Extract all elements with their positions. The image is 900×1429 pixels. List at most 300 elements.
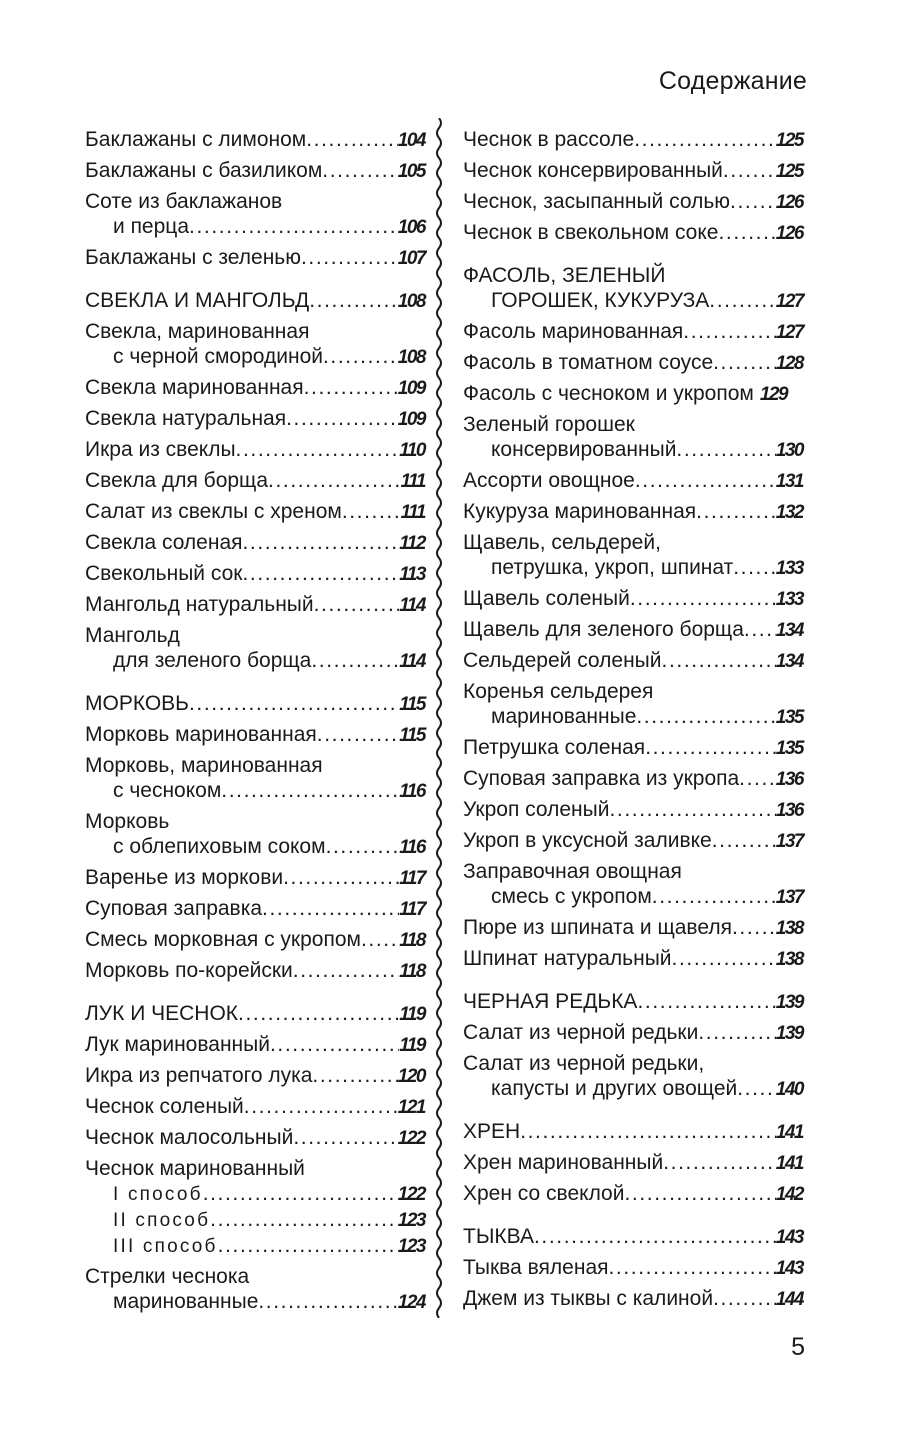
toc-entry [463, 1286, 803, 1312]
dot-leader [361, 927, 399, 952]
entry-title: Тыква вяленая [463, 1256, 609, 1279]
page-ref: 118 [399, 930, 425, 951]
entry-title: и перца [113, 215, 190, 238]
page-ref: 139 [775, 992, 803, 1013]
dot-leader [713, 350, 776, 375]
page-ref: 126 [775, 223, 803, 244]
dot-leader [733, 555, 776, 580]
entry-title: Салат из свеклы с хреном [85, 500, 342, 523]
page-ref: 115 [399, 694, 425, 715]
toc-entry [85, 1125, 425, 1151]
toc-entry [463, 1181, 803, 1207]
dot-leader [243, 530, 400, 555]
dot-leader [242, 561, 399, 586]
page-ref: 106 [397, 217, 425, 238]
entry-title: Щавель для зеленого борща [463, 618, 744, 641]
toc-line [463, 1119, 803, 1145]
entry-title: Укроп в уксусной заливке [463, 829, 712, 852]
toc-line [85, 691, 425, 717]
toc-line [85, 1289, 425, 1315]
dot-leader [737, 1076, 776, 1101]
entry-title: Чеснок соленый [85, 1095, 244, 1118]
dot-leader [698, 1020, 775, 1045]
section-title: ГОРОШЕК, КУКУРУЗА [491, 289, 710, 312]
page-ref: 116 [399, 837, 425, 858]
page-ref: 114 [399, 595, 425, 616]
page-ref: 134 [775, 620, 803, 641]
entry-title: III способ [113, 1236, 218, 1257]
toc-section [463, 989, 803, 1015]
page-ref: 135 [775, 738, 803, 759]
page-ref: 109 [397, 409, 425, 430]
page-ref: 116 [399, 781, 425, 802]
entry-title: Суповая заправка из укропа [463, 767, 740, 790]
toc-line [463, 586, 803, 612]
entry-title: Коренья сельдерея [463, 680, 654, 703]
toc-entry [85, 530, 425, 556]
page-ref: 118 [399, 961, 425, 982]
entry-title: Чеснок в свекольном соке [463, 221, 719, 244]
toc-line [85, 592, 425, 618]
dot-leader [317, 722, 399, 747]
toc-entry [85, 1264, 425, 1315]
toc-line [463, 499, 803, 525]
page-ref: 110 [399, 440, 425, 461]
toc-entry [463, 350, 803, 376]
page-ref: 135 [775, 707, 803, 728]
toc-entry [463, 1255, 803, 1281]
page-ref: 117 [399, 899, 425, 920]
toc-line [463, 648, 803, 674]
entry-title: Икра из свеклы [85, 438, 236, 461]
entry-title: Укроп соленый [463, 798, 610, 821]
toc-line [85, 778, 425, 804]
page-ref: 133 [775, 558, 803, 579]
toc-entry [463, 220, 803, 246]
toc-line [85, 865, 425, 891]
entry-title: I способ [113, 1184, 203, 1205]
page-ref: 127 [775, 291, 803, 312]
dot-leader [739, 766, 776, 791]
entry-title: Чеснок, засыпанный солью [463, 190, 731, 213]
dot-leader [314, 592, 400, 617]
entry-title: Морковь по-корейски [85, 959, 293, 982]
dot-leader [326, 834, 400, 859]
page-ref: 105 [397, 161, 425, 182]
entry-title: Ассорти овощное [463, 469, 635, 492]
page-ref: 137 [775, 831, 803, 852]
section-title: ЧЕРНАЯ РЕДЬКА [463, 990, 638, 1013]
page-ref: 136 [775, 769, 803, 790]
dot-leader [218, 1233, 398, 1258]
toc-right-column [463, 127, 803, 1317]
entry-title: для зеленого борща [113, 649, 312, 672]
dot-leader [268, 468, 401, 493]
toc-entry [463, 530, 803, 581]
toc-line [463, 158, 803, 184]
entry-title: Свекла натуральная [85, 407, 287, 430]
dot-leader [713, 1286, 776, 1311]
toc-line [463, 735, 803, 761]
toc-left-column [85, 127, 425, 1320]
toc-entry [85, 896, 425, 922]
entry-title: Фасоль в томатном соусе [463, 351, 714, 374]
toc-entry [85, 406, 425, 432]
page-ref: 119 [399, 1035, 425, 1056]
section-title: ФАСОЛЬ, ЗЕЛЕНЫЙ [463, 264, 666, 287]
toc-line [463, 884, 803, 910]
toc-line [85, 927, 425, 953]
toc-line [85, 1032, 425, 1058]
page-ref: 114 [399, 651, 425, 672]
entry-title: петрушка, укроп, шпинат [491, 556, 734, 579]
dot-leader [301, 245, 398, 270]
entry-title: Свекольный сок [85, 562, 243, 585]
entry-title: маринованные [491, 705, 637, 728]
entry-title: Лук маринованный [85, 1033, 270, 1056]
toc-line [463, 189, 803, 215]
page-ref: 143 [775, 1258, 803, 1279]
entry-title: Салат из черной редьки, [463, 1052, 705, 1075]
entry-title: Баклажаны с базиликом [85, 159, 323, 182]
toc-entry [85, 245, 425, 271]
page-ref: 117 [399, 868, 425, 889]
page-ref: 137 [775, 887, 803, 908]
toc-line [85, 722, 425, 748]
page-ref: 138 [775, 949, 803, 970]
toc-entry [85, 865, 425, 891]
entry-title: с облепиховым соком [113, 835, 326, 858]
toc-entry [85, 927, 425, 953]
section-title: МОРКОВЬ [85, 692, 189, 715]
toc-entry [463, 1051, 803, 1102]
toc-line [463, 412, 803, 437]
toc-entry [85, 437, 425, 463]
dot-leader [210, 1207, 398, 1232]
entry-title: Чеснок в рассоле [463, 128, 635, 151]
page-ref: 112 [399, 533, 425, 554]
toc-section [463, 1119, 803, 1145]
page-ref: 104 [397, 130, 425, 151]
dot-leader [189, 691, 399, 716]
dot-leader [309, 288, 398, 313]
entry-title: Щавель соленый [463, 587, 630, 610]
toc-entry [85, 319, 425, 370]
dot-leader [189, 214, 398, 239]
page-ref: 127 [775, 322, 803, 343]
toc-line [85, 406, 425, 432]
toc-entry [85, 958, 425, 984]
entry-title: Мангольд [85, 624, 180, 647]
toc-line [85, 648, 425, 674]
dot-leader [520, 1119, 776, 1144]
page-ref: 126 [775, 192, 803, 213]
entry-title: Смесь морковная с укропом [85, 928, 361, 951]
dot-leader [630, 586, 776, 611]
page-ref: 122 [397, 1128, 425, 1149]
toc-line [463, 1181, 803, 1207]
toc-line [463, 828, 803, 854]
toc-line [85, 1156, 425, 1181]
toc-line [463, 319, 803, 345]
dot-leader [244, 1094, 398, 1119]
page-ref: 108 [397, 291, 425, 312]
toc-line [463, 381, 803, 407]
dot-leader [676, 437, 775, 462]
dot-leader [323, 344, 398, 369]
dot-leader [270, 1032, 399, 1057]
entry-title: Щавель, сельдерей, [463, 531, 661, 554]
wave-line [437, 118, 441, 1318]
dot-leader [635, 468, 776, 493]
toc-line [85, 499, 425, 525]
entry-title: II способ [113, 1210, 211, 1231]
toc-entry [85, 375, 425, 401]
page-ref: 123 [397, 1236, 425, 1257]
entry-title: Фасоль с чесноком и укропом [463, 382, 754, 405]
dot-leader [637, 989, 775, 1014]
toc-entry [85, 1094, 425, 1120]
page-ref: 125 [775, 161, 803, 182]
entry-title: Икра из репчатого лука [85, 1064, 313, 1087]
page-ref: 144 [775, 1289, 803, 1310]
dot-leader [723, 158, 776, 183]
toc-entry [463, 1020, 803, 1046]
toc-line [85, 896, 425, 922]
toc-line [463, 437, 803, 463]
dot-leader [203, 1181, 398, 1206]
dot-leader [634, 127, 776, 152]
entry-title: Свекла, маринованная [85, 320, 310, 343]
entry-title: маринованные [113, 1290, 259, 1313]
entry-title: Джем из тыквы с калиной [463, 1287, 714, 1310]
dot-leader [286, 406, 398, 431]
entry-title: с черной смородиной [113, 345, 323, 368]
toc-entry [85, 561, 425, 587]
page-ref: 121 [397, 1097, 425, 1118]
toc-line [463, 1224, 803, 1250]
toc-entry [85, 753, 425, 804]
page-ref: 139 [775, 1023, 803, 1044]
dot-leader [312, 1063, 397, 1088]
toc-line [463, 704, 803, 730]
toc-entry [463, 158, 803, 184]
toc-line [463, 859, 803, 884]
dot-leader [322, 158, 398, 183]
toc-line [463, 679, 803, 704]
toc-entry [463, 766, 803, 792]
toc-line [463, 1051, 803, 1076]
dot-leader [236, 437, 400, 462]
toc-entry [463, 648, 803, 674]
toc-line [85, 753, 425, 778]
entry-title: Морковь, маринованная [85, 754, 323, 777]
entry-title: Заправочная овощная [463, 860, 682, 883]
page-ref: 143 [775, 1227, 803, 1248]
toc-line [463, 617, 803, 643]
toc-line [463, 350, 803, 376]
toc-line [85, 530, 425, 556]
toc-entry [463, 127, 803, 153]
page-ref: 129 [759, 384, 788, 405]
toc-entry [463, 319, 803, 345]
toc-entry [463, 189, 803, 215]
toc-line [463, 915, 803, 941]
dot-leader [732, 915, 776, 940]
toc-entry [463, 915, 803, 941]
entry-title: Сельдерей соленый [463, 649, 662, 672]
toc-line [85, 158, 425, 184]
dot-leader [238, 1001, 399, 1026]
toc-line [85, 468, 425, 494]
page-ref: 113 [399, 564, 425, 585]
toc-entry [85, 189, 425, 240]
dot-leader [672, 946, 776, 971]
toc-line [85, 809, 425, 834]
toc-line [85, 834, 425, 860]
dot-leader [304, 375, 398, 400]
toc-line [463, 555, 803, 581]
toc-line [463, 220, 803, 246]
toc-line [85, 1207, 425, 1233]
page-ref: 122 [397, 1184, 425, 1205]
entry-title: Чеснок маринованный [85, 1157, 305, 1180]
toc-section [85, 691, 425, 717]
entry-title: Зеленый горошек [463, 413, 635, 436]
toc-entry [85, 499, 425, 525]
toc-line [85, 1233, 425, 1259]
toc-entry [85, 1063, 425, 1089]
dot-leader [712, 828, 776, 853]
toc-line [463, 989, 803, 1015]
toc-line [463, 127, 803, 153]
toc-entry [463, 617, 803, 643]
page-ref: 134 [775, 651, 803, 672]
toc-line [463, 1286, 803, 1312]
toc-line [463, 263, 803, 288]
toc-line [85, 214, 425, 240]
dot-leader [311, 648, 399, 673]
toc-line [85, 127, 425, 153]
dot-leader [262, 896, 399, 921]
dot-leader [534, 1224, 776, 1249]
toc-line [85, 1264, 425, 1289]
entry-title: Свекла для борща [85, 469, 269, 492]
entry-title: Чеснок малосольный [85, 1126, 294, 1149]
toc-line [85, 1125, 425, 1151]
toc-entry [463, 468, 803, 494]
toc-section [463, 1224, 803, 1250]
toc-line [85, 288, 425, 314]
page-ref: 109 [397, 378, 425, 399]
entry-title: с чесноком [113, 779, 222, 802]
toc-line [463, 288, 803, 314]
toc-entry [463, 797, 803, 823]
dot-leader [744, 617, 776, 642]
page-ref: 124 [397, 1292, 425, 1313]
entry-title: смесь с укропом [491, 885, 652, 908]
entry-title: Баклажаны с лимоном [85, 128, 307, 151]
page-number: 5 [791, 1333, 805, 1361]
toc-entry [85, 1032, 425, 1058]
dot-leader [636, 704, 775, 729]
entry-title: Морковь маринованная [85, 723, 317, 746]
toc-line [85, 1181, 425, 1207]
section-title: ТЫКВА [463, 1225, 534, 1248]
page-ref: 128 [775, 353, 803, 374]
dot-leader [652, 884, 776, 909]
toc-line [463, 1255, 803, 1281]
dot-leader [730, 189, 776, 214]
toc-line [85, 958, 425, 984]
entry-title: консервированный [491, 438, 677, 461]
toc-line [463, 766, 803, 792]
toc-entry [85, 158, 425, 184]
toc-entry [463, 679, 803, 730]
entry-title: Хрен со свеклой [463, 1182, 625, 1205]
dot-leader [293, 958, 399, 983]
page-ref: 119 [399, 1004, 425, 1025]
toc-line [463, 1076, 803, 1102]
dot-leader [718, 220, 775, 245]
page-ref: 130 [775, 440, 803, 461]
page-ref: 138 [775, 918, 803, 939]
dot-leader [283, 865, 399, 890]
dot-leader [662, 648, 776, 673]
entry-title: Петрушка соленая [463, 736, 646, 759]
toc-line [463, 530, 803, 555]
page-ref: 107 [397, 248, 425, 269]
toc-entry [463, 1150, 803, 1176]
entry-title: Баклажаны с зеленью [85, 246, 301, 269]
toc-line [85, 189, 425, 214]
toc-entry [85, 127, 425, 153]
dot-leader [609, 797, 775, 822]
page-ref: 125 [775, 130, 803, 151]
page-ref: 141 [775, 1122, 803, 1143]
toc-line [463, 797, 803, 823]
toc-entry [85, 1156, 425, 1259]
toc-entry [463, 828, 803, 854]
entry-title: Мангольд натуральный [85, 593, 314, 616]
toc-line [85, 1063, 425, 1089]
dot-leader [609, 1255, 776, 1280]
page-ref: 115 [399, 725, 425, 746]
page-ref: 140 [775, 1079, 803, 1100]
dot-leader [221, 778, 399, 803]
toc-entry [85, 623, 425, 674]
toc-entry [463, 499, 803, 525]
toc-line [85, 623, 425, 648]
toc-entry [85, 722, 425, 748]
entry-title: Шпинат натуральный [463, 947, 672, 970]
dot-leader [709, 288, 776, 313]
toc-line [463, 1020, 803, 1046]
toc-line [463, 468, 803, 494]
toc-line [85, 375, 425, 401]
page-ref: 131 [775, 471, 803, 492]
toc-section [85, 288, 425, 314]
dot-leader [293, 1125, 397, 1150]
dot-leader [624, 1181, 775, 1206]
toc-entry [463, 735, 803, 761]
toc-entry [85, 468, 425, 494]
toc-line [85, 437, 425, 463]
page-ref: 133 [775, 589, 803, 610]
entry-title: Стрелки чеснока [85, 1265, 250, 1288]
dot-leader [696, 499, 776, 524]
entry-title: Суповая заправка [85, 897, 263, 920]
